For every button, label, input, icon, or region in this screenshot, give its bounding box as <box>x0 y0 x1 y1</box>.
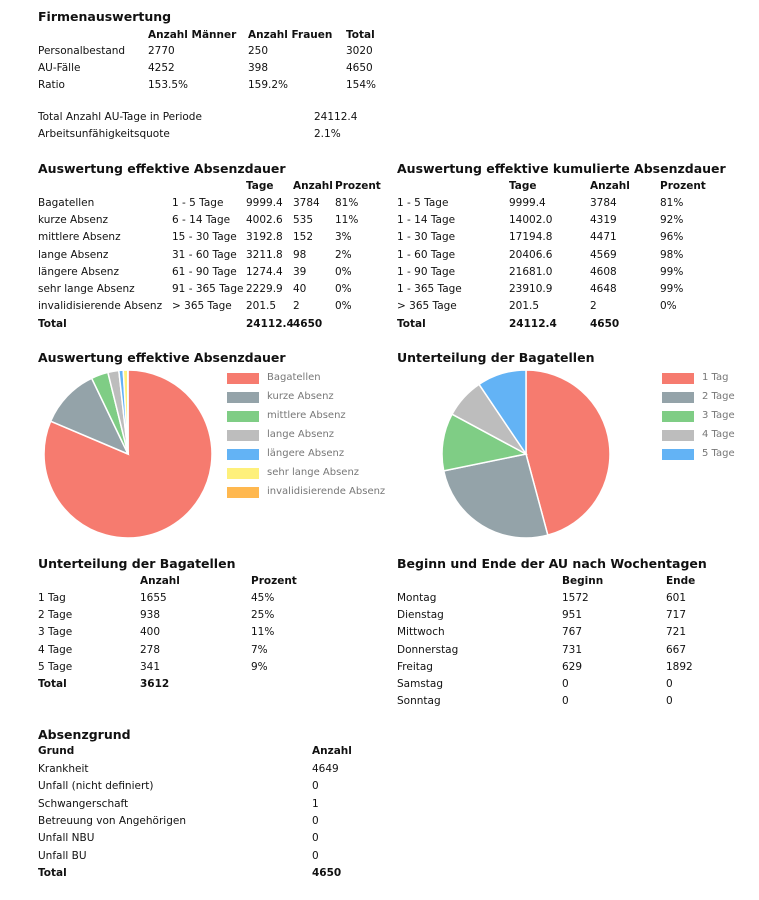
reasons-total-count: 4650 <box>312 867 342 879</box>
firm-row-women: 398 <box>248 62 269 74</box>
legend-label: sehr lange Absenz <box>267 467 360 478</box>
effective-row-range: 31 - 60 Tage <box>172 248 237 261</box>
firm-row-label: AU-Fälle <box>38 62 81 74</box>
effective-row-range: 61 - 90 Tage <box>172 265 237 278</box>
weekday-row-end: 601 <box>666 592 687 604</box>
firm-header-women: Anzahl Frauen <box>248 29 333 41</box>
reason-row-name: Unfall BU <box>38 849 87 862</box>
effective-row-count: 152 <box>293 231 314 244</box>
weekday-row-start: 1572 <box>562 592 589 604</box>
effective-row-range: 15 - 30 Tage <box>172 231 237 244</box>
cumulative-row-count: 4319 <box>590 214 617 227</box>
effective-row-name: invalidisierende Absenz <box>38 300 163 313</box>
effective-row-pct: 81% <box>335 197 359 209</box>
firm-row-total: 3020 <box>346 45 373 57</box>
weekday-row-day: Dienstag <box>397 609 444 622</box>
bagatellen-row-pct: 11% <box>251 626 275 639</box>
firm-row-men: 4252 <box>148 62 175 74</box>
weekday-row-day: Sonntag <box>397 695 441 708</box>
pie-chart-2-title: Unterteilung der Bagatellen <box>397 350 595 365</box>
reason-row-name: Krankheit <box>38 763 89 775</box>
weekdays-header-end: Ende <box>666 575 696 587</box>
firm-row-label: Personalbestand <box>38 45 126 57</box>
cumulative-row-days: 20406.6 <box>509 248 553 261</box>
reason-row-name: Schwangerschaft <box>38 797 129 810</box>
effective-header-pct: Prozent <box>335 180 381 192</box>
cumulative-row-range: 1 - 14 Tage <box>397 214 456 227</box>
bagatellen-row-label: 3 Tage <box>38 626 73 639</box>
bagatellen-row-label: 2 Tage <box>38 609 73 622</box>
effective-row-name: längere Absenz <box>38 265 119 278</box>
bagatellen-row-count: 1655 <box>140 592 167 604</box>
reason-row-count: 1 <box>312 797 319 810</box>
reasons-title: Absenzgrund <box>38 727 131 742</box>
weekday-row-day: Freitag <box>397 660 433 673</box>
bagatellen-row-count: 341 <box>140 660 161 673</box>
bagatellen-row-label: 1 Tag <box>38 592 66 604</box>
cumulative-row-range: 1 - 30 Tage <box>397 231 456 244</box>
bagatellen-row-pct: 7% <box>251 643 268 656</box>
effective-row-range: 91 - 365 Tage <box>172 283 244 295</box>
cumulative-total-count: 4650 <box>590 318 620 330</box>
cumulative-row-range: 1 - 60 Tage <box>397 248 456 261</box>
bagatellen-header-count: Anzahl <box>140 575 180 587</box>
effective-row-count: 39 <box>293 265 307 278</box>
legend-swatch <box>662 430 694 441</box>
bagatellen-row-label: 5 Tage <box>38 660 73 673</box>
legend-label: 5 Tage <box>702 448 735 459</box>
cumulative-row-days: 23910.9 <box>509 283 553 295</box>
weekdays-header-start: Beginn <box>562 575 604 587</box>
legend-swatch <box>227 373 259 384</box>
legend-label: 2 Tage <box>702 391 735 402</box>
reason-row-name: Unfall (nicht definiert) <box>38 780 154 793</box>
bagatellen-row-label: 4 Tage <box>38 643 73 656</box>
weekday-row-start: 951 <box>562 609 583 622</box>
reason-row-count: 0 <box>312 849 319 862</box>
legend-label: kurze Absenz <box>267 391 334 402</box>
cumulative-row-pct: 98% <box>660 248 684 261</box>
cumulative-row-pct: 81% <box>660 197 684 209</box>
legend-swatch <box>227 468 259 479</box>
cumulative-row-days: 14002.0 <box>509 214 553 227</box>
cumulative-row-count: 4569 <box>590 248 617 261</box>
firm-header-men: Anzahl Männer <box>148 29 237 41</box>
cumulative-row-pct: 99% <box>660 265 684 278</box>
cumulative-row-range: 1 - 365 Tage <box>397 283 462 295</box>
effective-row-pct: 11% <box>335 214 359 227</box>
legend-swatch <box>662 373 694 384</box>
legend-swatch <box>662 411 694 422</box>
effective-row-name: Bagatellen <box>38 197 95 209</box>
legend-swatch <box>662 392 694 403</box>
weekday-row-start: 731 <box>562 643 583 656</box>
legend-label: Bagatellen <box>267 372 321 383</box>
cumulative-row-count: 4608 <box>590 265 617 278</box>
weekday-row-end: 1892 <box>666 660 693 673</box>
cumulative-row-range: 1 - 90 Tage <box>397 265 456 278</box>
weekday-row-end: 717 <box>666 609 687 622</box>
effective-row-name: sehr lange Absenz <box>38 283 135 295</box>
bagatellen-row-count: 278 <box>140 643 161 656</box>
effective-title: Auswertung effektive Absenzdauer <box>38 161 286 176</box>
cumulative-row-pct: 92% <box>660 214 684 227</box>
legend-label: 3 Tage <box>702 410 735 421</box>
effective-row-count: 98 <box>293 248 307 261</box>
reason-row-count: 0 <box>312 814 319 827</box>
weekday-row-end: 667 <box>666 643 687 656</box>
reason-row-name: Betreuung von Angehörigen <box>38 814 186 827</box>
weekday-row-end: 0 <box>666 678 673 690</box>
weekday-row-day: Donnerstag <box>397 643 459 656</box>
weekday-row-end: 0 <box>666 695 673 708</box>
bagatellen-row-pct: 45% <box>251 592 275 604</box>
cumulative-title: Auswertung effektive kumulierte Absenzdauer <box>397 161 726 176</box>
effective-row-days: 9999.4 <box>246 197 283 209</box>
bagatellen-pie-chart <box>438 366 614 542</box>
effective-header-days: Tage <box>246 180 274 192</box>
bagatellen-row-pct: 9% <box>251 660 268 673</box>
cumulative-row-pct: 0% <box>660 300 677 313</box>
effective-row-days: 201.5 <box>246 300 277 313</box>
effective-row-pct: 3% <box>335 231 352 244</box>
bagatellen-header-pct: Prozent <box>251 575 297 587</box>
cumulative-header-pct: Prozent <box>660 180 706 192</box>
cumulative-row-days: 9999.4 <box>509 197 546 209</box>
effective-total-label: Total <box>38 318 67 330</box>
firm-row-women: 250 <box>248 45 269 57</box>
effective-row-name: kurze Absenz <box>38 214 108 227</box>
cumulative-row-days: 201.5 <box>509 300 540 313</box>
legend-label: 1 Tag <box>702 372 729 383</box>
effective-row-days: 1274.4 <box>246 265 283 278</box>
quote-value: 2.1% <box>314 128 341 140</box>
bagatellen-row-count: 400 <box>140 626 161 639</box>
effective-row-range: 1 - 5 Tage <box>172 197 224 209</box>
firm-row-total: 4650 <box>346 62 373 74</box>
bagatellen-row-pct: 25% <box>251 609 275 622</box>
weekday-row-day: Mittwoch <box>397 626 445 639</box>
legend-swatch <box>662 449 694 460</box>
effective-row-name: lange Absenz <box>38 248 109 261</box>
firm-row-men: 153.5% <box>148 79 189 91</box>
total-days-label: Total Anzahl AU-Tage in Periode <box>38 111 202 123</box>
firm-row-men: 2770 <box>148 45 175 57</box>
firm-row-total: 154% <box>346 79 377 91</box>
effective-header-count: Anzahl <box>293 180 333 192</box>
cumulative-header-count: Anzahl <box>590 180 630 192</box>
weekdays-title: Beginn und Ende der AU nach Wochentagen <box>397 556 707 571</box>
legend-label: 4 Tage <box>702 429 735 440</box>
cumulative-total-label: Total <box>397 318 426 330</box>
quote-label: Arbeitsunfähigkeitsquote <box>38 128 170 140</box>
reason-row-count: 0 <box>312 780 319 793</box>
effective-row-pct: 2% <box>335 248 352 261</box>
effective-row-name: mittlere Absenz <box>38 231 121 244</box>
cumulative-row-pct: 99% <box>660 283 684 295</box>
effective-row-range: > 365 Tage <box>172 300 232 313</box>
legend-swatch <box>227 449 259 460</box>
effective-row-pct: 0% <box>335 300 352 313</box>
firm-title: Firmenauswertung <box>38 9 172 24</box>
reason-row-count: 0 <box>312 832 319 845</box>
cumulative-row-count: 2 <box>590 300 597 313</box>
legend-label: invalidisierende Absenz <box>267 486 386 497</box>
weekday-row-start: 0 <box>562 695 569 708</box>
weekday-row-day: Montag <box>397 592 437 604</box>
bagatellen-total-label: Total <box>38 678 67 690</box>
weekday-row-start: 767 <box>562 626 583 639</box>
firm-row-label: Ratio <box>38 79 65 91</box>
absence-duration-pie-chart <box>40 366 216 542</box>
effective-row-count: 2 <box>293 300 300 313</box>
pie-chart-1-title: Auswertung effektive Absenzdauer <box>38 350 286 365</box>
total-days-value: 24112.4 <box>314 111 358 123</box>
cumulative-total-days: 24112.4 <box>509 318 557 330</box>
effective-row-count: 40 <box>293 283 307 295</box>
firm-row-women: 159.2% <box>248 79 289 91</box>
weekday-row-start: 0 <box>562 678 569 690</box>
bagatellen-row-count: 938 <box>140 609 161 622</box>
reasons-total-label: Total <box>38 867 67 879</box>
bagatellen-title: Unterteilung der Bagatellen <box>38 556 236 571</box>
cumulative-row-days: 21681.0 <box>509 265 553 278</box>
cumulative-row-days: 17194.8 <box>509 231 553 244</box>
legend-label: lange Absenz <box>267 429 335 440</box>
cumulative-row-count: 4471 <box>590 231 617 244</box>
reasons-header-count: Anzahl <box>312 745 352 757</box>
legend-swatch <box>227 430 259 441</box>
effective-row-days: 3192.8 <box>246 231 283 244</box>
effective-row-days: 2229.9 <box>246 283 283 295</box>
reason-row-name: Unfall NBU <box>38 832 95 845</box>
legend-swatch <box>227 411 259 422</box>
effective-row-count: 535 <box>293 214 314 227</box>
effective-row-range: 6 - 14 Tage <box>172 214 231 227</box>
weekday-row-start: 629 <box>562 660 583 673</box>
legend-label: mittlere Absenz <box>267 410 346 421</box>
weekday-row-end: 721 <box>666 626 687 639</box>
effective-row-days: 4002.6 <box>246 214 283 227</box>
bagatellen-total-count: 3612 <box>140 678 170 690</box>
effective-row-days: 3211.8 <box>246 248 283 261</box>
cumulative-row-count: 3784 <box>590 197 617 209</box>
effective-row-pct: 0% <box>335 283 352 295</box>
effective-row-count: 3784 <box>293 197 320 209</box>
cumulative-row-range: > 365 Tage <box>397 300 457 313</box>
reason-row-count: 4649 <box>312 763 339 775</box>
effective-row-pct: 0% <box>335 265 352 278</box>
firm-header-total: Total <box>346 29 375 41</box>
legend-label: längere Absenz <box>267 448 345 459</box>
effective-total-days: 24112.4 <box>246 318 294 330</box>
cumulative-row-range: 1 - 5 Tage <box>397 197 449 209</box>
legend-swatch <box>227 392 259 403</box>
cumulative-row-count: 4648 <box>590 283 617 295</box>
reasons-header-reason: Grund <box>38 745 75 757</box>
effective-total-count: 4650 <box>293 318 323 330</box>
cumulative-row-pct: 96% <box>660 231 684 244</box>
weekday-row-day: Samstag <box>397 678 444 690</box>
cumulative-header-days: Tage <box>509 180 537 192</box>
legend-swatch <box>227 487 259 498</box>
